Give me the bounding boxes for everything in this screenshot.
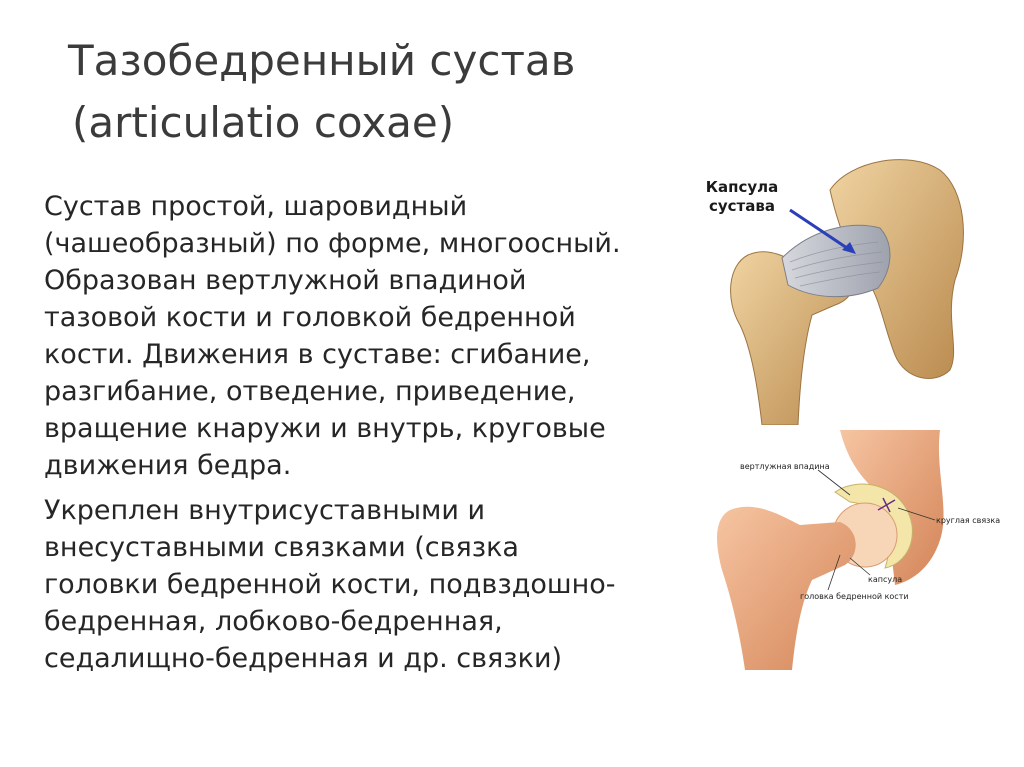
capsule-callout xyxy=(692,178,792,216)
paragraph-ligaments: Укреплен внутрисуставными и внесуставными связками (связка головки бедренной кости, подвздошно- бедренная, лобково-бедренная, седалищно-бедренная и др. связки) xyxy=(44,495,616,674)
slide-title xyxy=(68,30,575,154)
slide-body xyxy=(44,188,694,685)
hip-capsule-illustration xyxy=(700,150,980,425)
label-round-ligament: круглая связка xyxy=(936,516,1001,525)
label-capsule: капсула xyxy=(868,575,903,584)
paragraph-description: Сустав простой, шаровидный (чашеобразный) по форме, многоосный. Образован вертлужной впадиной тазовой кости и головкой бедренной кости. Движения в суставе: сгибание, разгибание, отведение, приведение, вращение кнаружи и внутрь, круговые движения бедра. xyxy=(44,191,621,481)
label-femoral-head: головка бедренной кости xyxy=(800,592,909,601)
callout-line-1: Капсула xyxy=(705,178,779,196)
callout-line-2: сустава xyxy=(709,197,775,215)
label-acetabulum: вертлужная впадина xyxy=(740,462,830,471)
hip-section-illustration xyxy=(700,430,1010,670)
title-line-2: (articulatio coxae) xyxy=(72,98,455,147)
title-line-1: Тазобедренный сустав xyxy=(68,36,576,85)
